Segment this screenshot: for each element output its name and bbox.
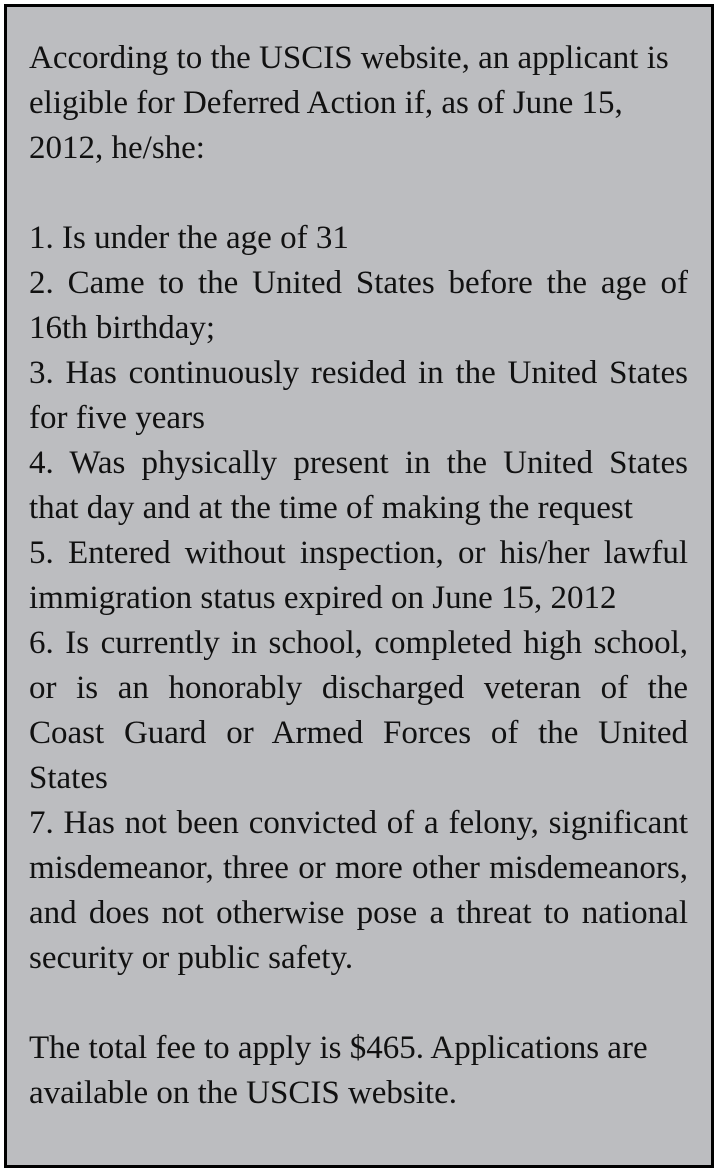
criterion-item: 5. Entered without inspection, or his/her lawful immigration status expired on June 15, 2012	[29, 535, 688, 616]
criterion-item: 7. Has not been convicted of a felony, significant misdemeanor, three or more other misdemeanors, and does not otherwise pose a threat to national security or public safety.	[29, 805, 688, 976]
criterion-item: 2. Came to the United States before the age of 16th birthday;	[29, 265, 688, 346]
criterion-item: 4. Was physically present in the United States that day and at the time of making the request	[29, 445, 688, 526]
deferred-action-info-box	[4, 4, 714, 1168]
fee-paragraph: The total fee to apply is $465. Applications are available on the USCIS website.	[29, 1030, 648, 1111]
criterion-item: 3. Has continuously resided in the United States for five years	[29, 355, 688, 436]
intro-paragraph: According to the USCIS website, an applicant is eligible for Deferred Action if, as of June 15, 2012, he/she:	[29, 40, 669, 166]
criterion-item: 6. Is currently in school, completed high school, or is an honorably discharged veteran of the Coast Guard or Armed Forces of the United States	[29, 625, 688, 796]
eligibility-criteria-list	[29, 216, 688, 981]
criterion-item: 1. Is under the age of 31	[29, 220, 349, 256]
